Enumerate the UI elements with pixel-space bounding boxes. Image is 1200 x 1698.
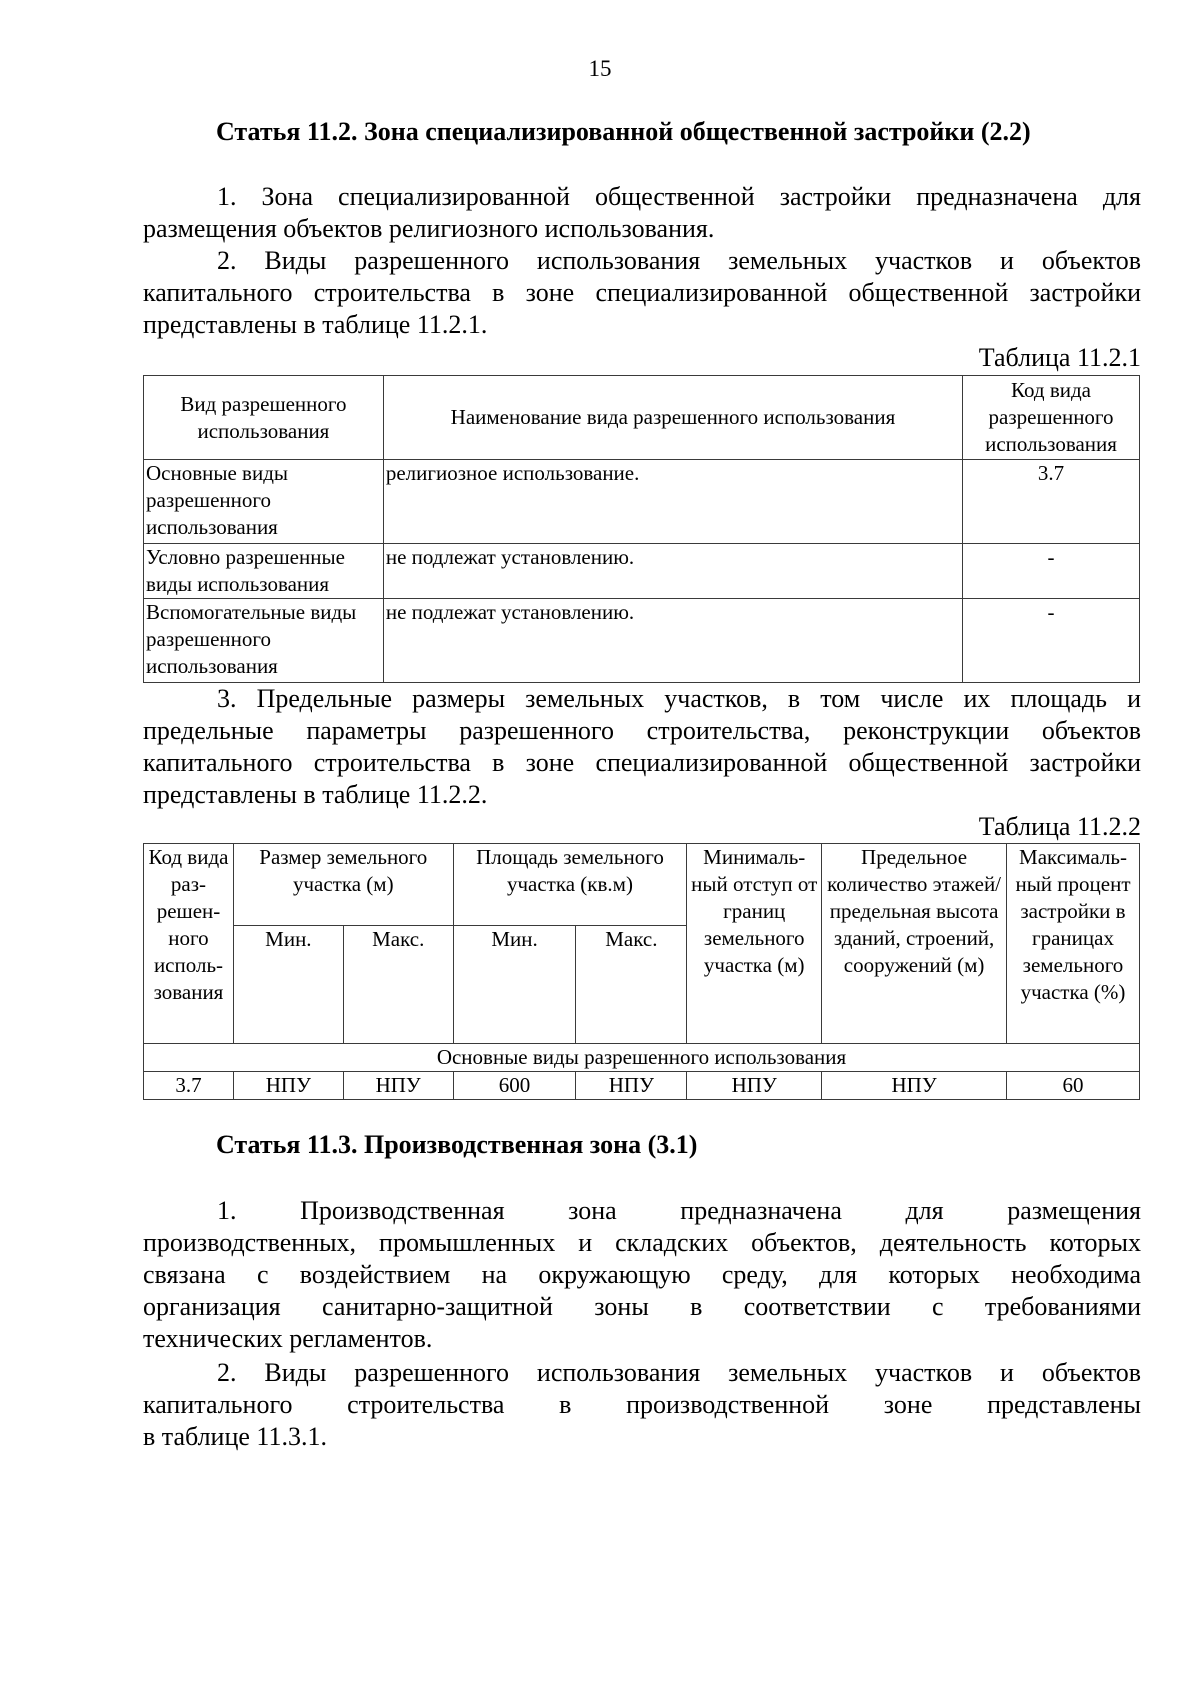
article-11-3-paragraph-1: 1. Производственная зона предназначена для размещения производственных, промышленных и складских объектов, деятельность которых связана с воздействием на окружающую среду, для которых необходима организация санитарно-защитной зоны в соответствии с требованиями технических регламентов. — [143, 1196, 1141, 1353]
page-number: 15 — [588, 56, 612, 81]
header-cell: Вид разрешенного использования — [144, 376, 384, 460]
header-cell: Наименование вида разрешенного использования — [383, 376, 962, 460]
table-cell: НПУ — [343, 1072, 453, 1100]
header-cell: Предельное количество этажей/ предельная высота зданий, строений, сооружений (м) — [822, 844, 1007, 1044]
article-11-3-title: Статья 11.3. Производственная зона (3.1) — [216, 1130, 698, 1159]
table-11-2-2-caption: Таблица 11.2.2 — [978, 812, 1141, 841]
table-cell: 3.7 — [963, 460, 1140, 544]
table-cell: религиозное использование. — [383, 460, 962, 544]
table-cell: Вспомогательные виды разрешенного использования — [144, 599, 384, 683]
header-cell: Минималь-ный отступ от границ земельного участка (м) — [687, 844, 822, 1044]
header-cell: Код вида раз-решен-ного исполь-зования — [144, 844, 234, 1044]
table-11-2-1-caption: Таблица 11.2.1 — [978, 343, 1141, 372]
header-cell: Размер земельного участка (м) — [233, 844, 453, 926]
article-11-3-paragraph-2: 2. Виды разрешенного использования земельных участков и объектов капитального строительства в производственной зоне представлены в таблице 11.3.1. — [143, 1358, 1141, 1451]
header-cell: Мин. — [233, 926, 343, 1044]
article-11-2-paragraph-3: 3. Предельные размеры земельных участков, в том числе их площадь и предельные параметры разрешенного строительства, реконструкции объектов капитального строительства в зоне специализированной общественной застройки представлены в таблице 11.2.2. — [143, 684, 1141, 809]
table-row — [144, 1072, 1140, 1100]
table-cell: не подлежат установлению. — [383, 544, 962, 599]
table-row — [144, 599, 1140, 683]
table-cell: Основные виды разрешенного использования — [144, 460, 384, 544]
table-cell: НПУ — [576, 1072, 687, 1100]
header-cell: Максималь-ный процент застройки в границах земельного участка (%) — [1006, 844, 1139, 1044]
table-cell: - — [963, 544, 1140, 599]
table-cell: НПУ — [687, 1072, 822, 1100]
table-header-row — [144, 844, 1140, 926]
table-cell: 3.7 — [144, 1072, 234, 1100]
table-row — [144, 544, 1140, 599]
header-cell: Макс. — [576, 926, 687, 1044]
table-cell: - — [963, 599, 1140, 683]
article-11-2-paragraph-1: 1. Зона специализированной общественной застройки предназначена для размещения объектов религиозного использования. — [143, 182, 1141, 243]
header-cell: Макс. — [343, 926, 453, 1044]
table-cell: 600 — [453, 1072, 576, 1100]
header-cell: Площадь земельного участка (кв.м) — [453, 844, 687, 926]
article-11-2-paragraph-2: 2. Виды разрешенного использования земельных участков и объектов капитального строительства в зоне специализированной общественной застройки представлены в таблице 11.2.1. — [143, 246, 1141, 339]
table-cell: не подлежат установлению. — [383, 599, 962, 683]
header-cell: Мин. — [453, 926, 576, 1044]
table-11-2-2 — [143, 843, 1140, 1100]
article-11-2-title: Статья 11.2. Зона специализированной общественной застройки (2.2) — [216, 117, 1031, 146]
header-cell: Код вида разрешенного использования — [963, 376, 1140, 460]
table-cell: 60 — [1006, 1072, 1139, 1100]
table-cell: НПУ — [233, 1072, 343, 1100]
table-cell: Условно разрешенные виды использования — [144, 544, 384, 599]
section-cell: Основные виды разрешенного использования — [144, 1044, 1140, 1072]
table-cell: НПУ — [822, 1072, 1007, 1100]
table-row — [144, 460, 1140, 544]
table-11-2-1 — [143, 375, 1140, 683]
table-section-row — [144, 1044, 1140, 1072]
table-header-row — [144, 376, 1140, 460]
